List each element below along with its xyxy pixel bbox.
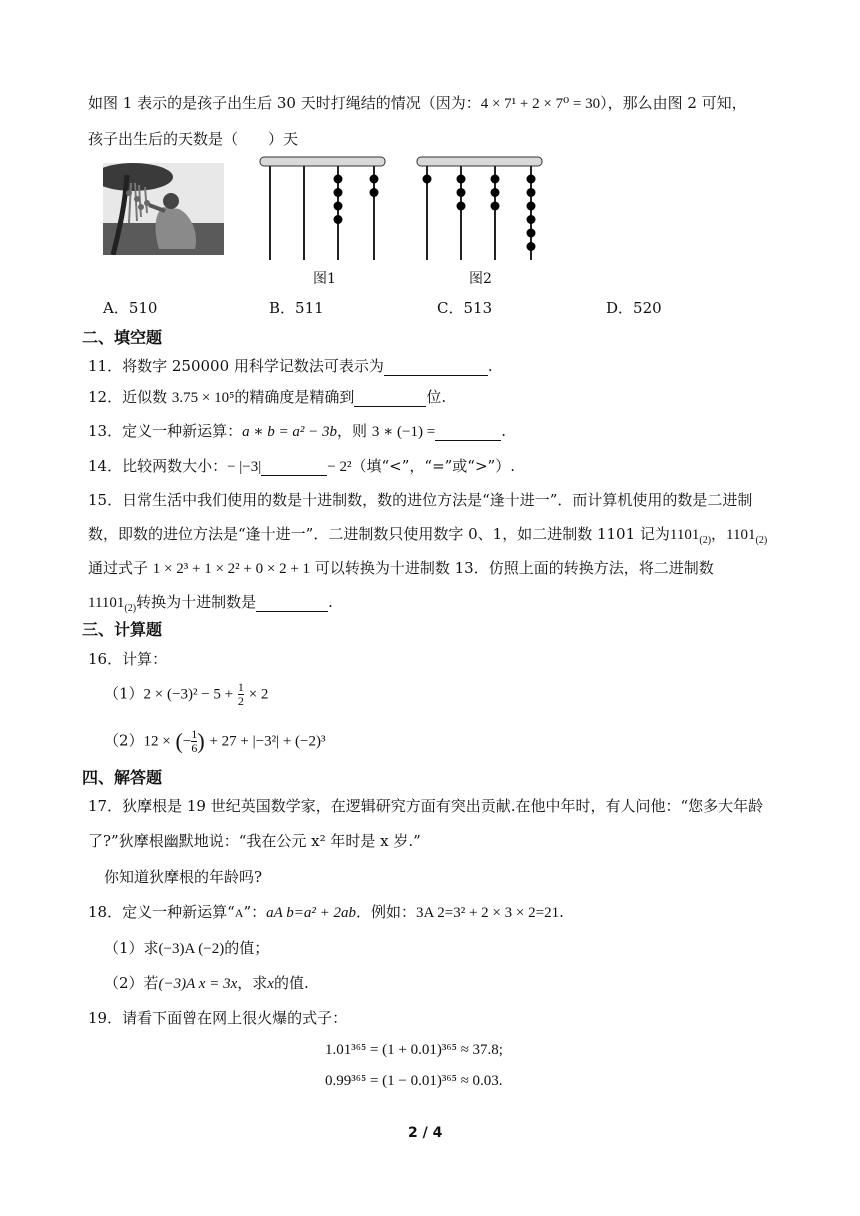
q15-line3 [88, 557, 714, 578]
figure-1-knot [370, 188, 379, 197]
q10-line2: 孩子出生后的天数是（ ）天 [88, 130, 299, 148]
figure-2-knot [457, 175, 466, 184]
q16-p2-math-a: 12 × [143, 733, 171, 750]
q18-p2-var: x [267, 976, 274, 992]
q14-answer-blank[interactable] [261, 457, 327, 476]
page-number: 2 / 4 [408, 1125, 443, 1141]
knot-tying-photo [103, 163, 224, 255]
q18-operator: A [234, 906, 244, 920]
figure-2-rod [417, 157, 542, 166]
q15-binary-1-base: (2) [699, 535, 712, 546]
q10-math: 4 × 7¹ + 2 × 7⁰ = 30 [480, 96, 601, 112]
q18-p1-math: (−3)A (−2) [158, 941, 225, 957]
q16-p2-label: （2） [104, 731, 144, 750]
figure-2 [415, 155, 550, 265]
q18-p1-label: （1）求 [104, 939, 159, 957]
q16-p1-math-a: 2 × (−3)² − 5 + [143, 686, 234, 703]
q10-text-b: ），那么由图 2 可知， [600, 94, 747, 112]
q13-math: a ∗ b = a² − 3b [242, 424, 338, 440]
figure-1-knot [370, 175, 379, 184]
section-3-heading: 三、计算题 [82, 620, 163, 639]
q18-part-1 [104, 937, 269, 958]
option-b: B．511 [269, 299, 324, 317]
q14-text-b: （填“<”，“=”或“>”）. [351, 457, 515, 475]
q12-text-b: 的精确度是精确到 [234, 388, 355, 406]
figure-2-knot [491, 188, 500, 197]
q15-line3-math: 1 × 2³ + 1 × 2² + 0 × 2 + 1 [152, 561, 311, 577]
q18-text-c: ．例如： [356, 903, 417, 921]
q10-text-a: 如图 1 表示的是孩子出生后 30 天时打绳结的情况（因为： [88, 94, 481, 112]
figure-2-drawing [415, 155, 550, 265]
q11-text: 11．将数字 250000 用科学记数法可表示为 [88, 357, 384, 375]
q18-p2-end: 的值. [273, 974, 309, 992]
q11-answer-blank[interactable] [384, 357, 488, 376]
q18-example: 3A 2=3² + 2 × 3 × 2=21 [416, 905, 560, 921]
q15-binary-3: 11101 [88, 595, 125, 611]
q13-text-b: ，则 [337, 422, 368, 440]
q11 [88, 355, 493, 376]
q13 [88, 420, 506, 441]
option-d: D．520 [606, 299, 662, 317]
q17-line2: 了?”狄摩根幽默地说：“我在公元 x² 年时是 x 岁.” [88, 832, 421, 850]
q15-binary-2: 1101 [726, 527, 756, 543]
figure-1-rod [260, 157, 385, 166]
q11-end: . [487, 357, 493, 375]
q16-p1-numerator: 1 [237, 680, 244, 694]
figure-1-knot [334, 188, 343, 197]
section-4-heading: 四、解答题 [82, 768, 163, 787]
q13-end: . [501, 422, 506, 440]
figure-2-knot [457, 202, 466, 211]
q15-sep: ， [711, 525, 727, 543]
q16-p2-numerator: 1 [191, 727, 198, 741]
q19-intro: 19．请看下面曾在网上很火爆的式子： [88, 1009, 348, 1027]
q18-text-b: ”： [243, 903, 267, 921]
q18-definition: aA b=a² + 2ab [266, 905, 356, 921]
figure-2-knot [527, 242, 536, 251]
figure-2-label: 图2 [469, 271, 492, 287]
q15-line2-text: 数，即数的进位方法是“逢十进一”．二进制数只使用数字 0、1，如二进制数 1101 记为 [88, 525, 670, 543]
q12 [88, 386, 446, 407]
section-2-heading: 二、填空题 [82, 328, 163, 347]
q13-math2: 3 ∗ (−1) = [371, 424, 436, 440]
q15-binary-1: 1101 [669, 527, 700, 543]
figure-2-knot [457, 188, 466, 197]
q18-p2-label: （2）若 [104, 974, 159, 992]
q18-p2-text: ，求 [237, 974, 268, 992]
figure-1-drawing [258, 155, 393, 265]
q13-text-a: 13．定义一种新运算： [88, 422, 243, 440]
figure-2-knot [423, 175, 432, 184]
option-c: C．513 [437, 299, 493, 317]
figure-2-knot [527, 202, 536, 211]
q18-part-2 [104, 972, 309, 993]
q18-line1 [88, 901, 564, 922]
q18-p1-text: 的值； [224, 939, 270, 957]
q10-line1 [88, 92, 747, 113]
figure-1-knot [334, 202, 343, 211]
q19-equation-2: 0.99³⁶⁵ = (1 − 0.01)³⁶⁵ ≈ 0.03. [325, 1073, 503, 1089]
q17-line1: 17．狄摩根是 19 世纪英国数学家，在逻辑研究方面有突出贡献.在他中年时，有人问他：“您多大年龄 [88, 797, 764, 815]
figure-2-knot [527, 215, 536, 224]
figure-1 [258, 155, 393, 265]
q18-p2-math: (−3)A x = 3x [158, 976, 238, 992]
q15-line4-text: 转换为十进制数是 [136, 593, 257, 611]
q16-part-2: $(2)12 \times (-\frac{1}{6}$ ) + 27 + |−3²| + (−2)³ [104, 727, 326, 755]
q15-binary-2-base: (2) [755, 535, 768, 546]
q14-text-a: 14．比较两数大小： [88, 457, 228, 475]
q15-line3-text-a: 通过式子 [88, 559, 149, 577]
figure-2-knot [527, 229, 536, 238]
q15-answer-blank[interactable] [256, 593, 328, 612]
q16-p1-math-b: × 2 [248, 686, 269, 703]
figure-1-knot [334, 215, 343, 224]
q12-text-a: 12．近似数 [88, 388, 168, 406]
q14-math1: − |−3| [227, 459, 262, 475]
q16-intro: 16．计算： [88, 650, 168, 668]
q13-answer-blank[interactable] [435, 422, 501, 441]
q16-p1-label: （1） [104, 684, 144, 703]
q16-p2-math-b: + 27 + |−3²| + (−2)³ [209, 733, 326, 750]
q15-line2 [88, 523, 767, 546]
q17-line3: 你知道狄摩根的年龄吗? [104, 868, 263, 886]
q15-line3-text-b: 可以转换为十进制数 13．仿照上面的转换方法，将二进制数 [314, 559, 714, 577]
q14-math2: − 2² [327, 459, 352, 475]
q16-p2-denominator: 6 [191, 741, 198, 755]
option-a: A．510 [103, 299, 158, 317]
q16-part-1 [104, 681, 268, 708]
figure-2-knot [491, 175, 500, 184]
q16-p1-denominator: 2 [237, 694, 244, 708]
figure-2-knot [527, 188, 536, 197]
figure-1-label: 图1 [313, 271, 336, 287]
q12-answer-blank[interactable] [354, 388, 426, 407]
q15-line4 [88, 591, 333, 614]
q15-line1: 15．日常生活中我们使用的数是十进制数，数的进位方法是“逢十进一”．而计算机使用的数是二进制 [88, 491, 753, 509]
q12-text-c: 位. [426, 388, 447, 406]
q15-end: . [328, 593, 333, 611]
q18-text-a: 18．定义一种新运算“ [88, 903, 235, 921]
q14 [88, 455, 515, 476]
q19-equation-1: 1.01³⁶⁵ = (1 + 0.01)³⁶⁵ ≈ 37.8; [325, 1042, 503, 1058]
q16-p1-fraction [238, 681, 244, 708]
q15-binary-3-base: (2) [124, 603, 137, 614]
figure-2-knot [527, 175, 536, 184]
figure-2-knot [491, 202, 500, 211]
q12-math: 3.75 × 10⁵ [171, 390, 235, 406]
q18-text-d: . [559, 903, 564, 921]
figure-1-knot [334, 175, 343, 184]
